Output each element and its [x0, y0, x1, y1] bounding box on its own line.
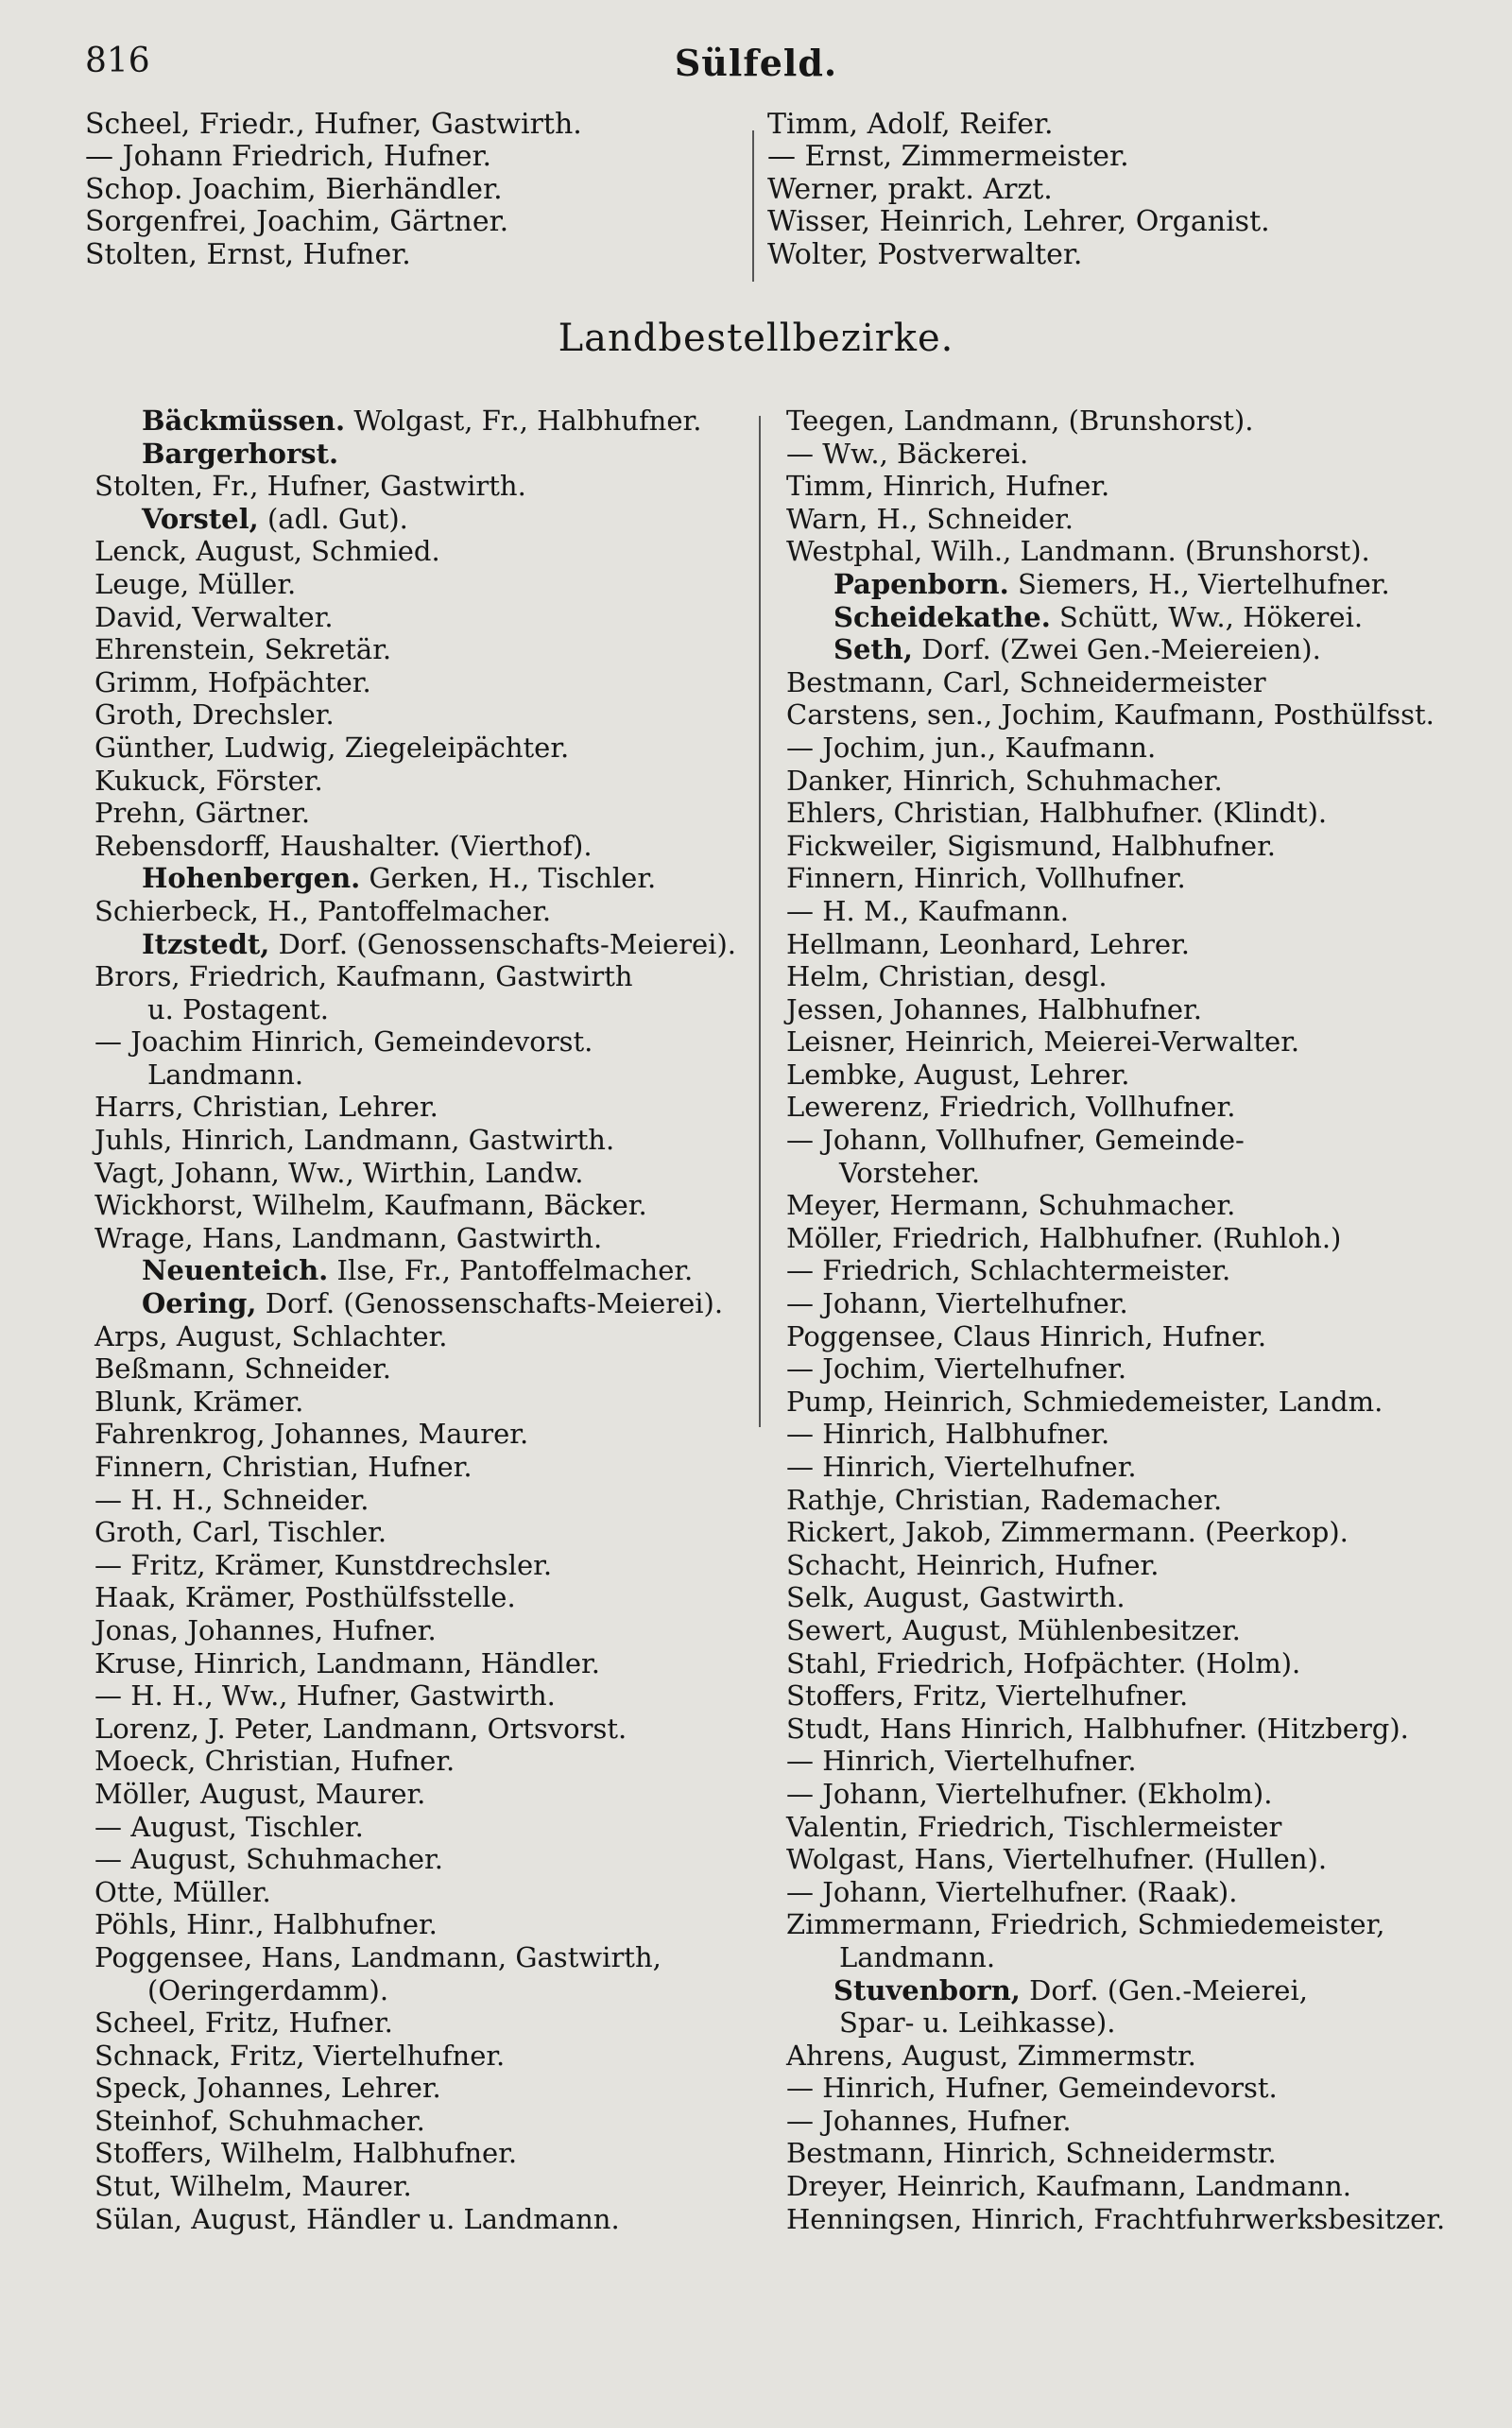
entry-text: Wickhorst, Wilhelm, Kaufmann, Bäcker.	[94, 1189, 647, 1222]
entry-text: — Hinrich, Viertelhufner.	[786, 1745, 1137, 1778]
directory-entry	[786, 960, 1476, 993]
directory-entry	[94, 1386, 756, 1419]
directory-entry	[786, 1320, 1476, 1353]
directory-entry	[94, 1091, 756, 1124]
place-name: Vorstel,	[142, 502, 259, 535]
directory-entry	[786, 1222, 1476, 1255]
directory-entry	[786, 895, 1476, 928]
directory-entry	[786, 470, 1476, 503]
directory-entry	[786, 698, 1476, 732]
entry-text: Spar- u. Leihkasse).	[839, 2006, 1116, 2040]
place-entry	[786, 1974, 1476, 2007]
entry-text: Meyer, Hermann, Schuhmacher.	[786, 1189, 1236, 1222]
entry-text: (adl. Gut).	[266, 502, 408, 535]
directory-entry	[786, 1679, 1476, 1713]
entry-text: Hellmann, Leonhard, Lehrer.	[786, 927, 1190, 960]
entry-text: — Johannes, Hufner.	[786, 2104, 1072, 2137]
entry-text: Vorsteher.	[839, 1156, 981, 1189]
entry-text: Landmann.	[147, 1058, 304, 1091]
entry-text: — Johann, Vollhufner, Gemeinde-	[786, 1124, 1245, 1157]
place-entry	[786, 568, 1476, 601]
place-name: Papenborn.	[833, 567, 1009, 600]
directory-entry	[786, 1549, 1476, 1582]
entry-text: Dorf. (Genossenschafts-Meierei).	[278, 927, 736, 960]
directory-entry	[94, 1418, 756, 1451]
entry-text: — Hinrich, Halbhufner.	[786, 1418, 1110, 1451]
entry-text: Werner, prakt. Arzt.	[767, 172, 1053, 206]
running-title: Sülfeld.	[674, 42, 838, 84]
directory-entry	[786, 2105, 1476, 2138]
entry-text: Fahrenkrog, Johannes, Maurer.	[94, 1418, 529, 1451]
directory-entry	[767, 239, 1429, 271]
directory-entry	[786, 765, 1476, 798]
entry-text: — August, Schuhmacher.	[94, 1843, 443, 1876]
directory-entry	[94, 2170, 756, 2203]
directory-entry	[94, 1876, 756, 1909]
directory-entry	[94, 1189, 756, 1222]
place-entry	[94, 928, 756, 961]
directory-entry	[94, 1614, 756, 1647]
entry-text: — Joachim Hinrich, Gemeindevorst.	[94, 1025, 593, 1059]
page-header	[0, 42, 1512, 89]
entry-text: Schacht, Heinrich, Hufner.	[786, 1548, 1160, 1581]
entry-text: Lorenz, J. Peter, Landmann, Ortsvorst.	[94, 1712, 627, 1745]
entry-text: Gerken, H., Tischler.	[369, 862, 657, 895]
entry-text: — Jochim, Viertelhufner.	[786, 1352, 1127, 1386]
entry-text: Günther, Ludwig, Ziegeleipächter.	[94, 731, 570, 764]
entry-text: — H. H., Schneider.	[94, 1483, 369, 1516]
entry-text: Kruse, Hinrich, Landmann, Händler.	[94, 1646, 600, 1679]
directory-entry	[786, 1352, 1476, 1386]
entry-text: Warn, H., Schneider.	[786, 502, 1074, 535]
entry-text: Westphal, Wilh., Landmann. (Brunshorst).	[786, 535, 1370, 568]
directory-entry	[786, 438, 1476, 471]
entry-text: — H. M., Kaufmann.	[786, 894, 1070, 927]
entry-text: Blunk, Krämer.	[94, 1385, 304, 1418]
directory-entry	[94, 830, 756, 863]
entry-text: Finnern, Hinrich, Vollhufner.	[786, 862, 1186, 895]
directory-entry	[786, 1941, 1476, 1974]
directory-entry	[786, 1647, 1476, 1680]
directory-entry	[94, 601, 756, 634]
directory-entry	[786, 1745, 1476, 1778]
entry-text: Scheel, Fritz, Hufner.	[94, 2006, 393, 2040]
directory-entry	[94, 1713, 756, 1746]
entry-text: Timm, Hinrich, Hufner.	[786, 470, 1110, 503]
entry-text: Henningsen, Hinrich, Frachtfuhrwerksbesitzer.	[786, 2202, 1446, 2235]
entry-text: — August, Tischler.	[94, 1810, 364, 1843]
directory-entry	[94, 1549, 756, 1582]
entry-text: Zimmermann, Friedrich, Schmiedemeister,	[786, 1908, 1385, 1941]
entry-text: Stolten, Fr., Hufner, Gastwirth.	[94, 470, 526, 503]
directory-entry	[786, 535, 1476, 568]
entry-text: Bestmann, Hinrich, Schneidermstr.	[786, 2137, 1277, 2170]
entry-text: Danker, Hinrich, Schuhmacher.	[786, 764, 1223, 797]
entry-text: Schop. Joachim, Bierhändler.	[85, 172, 503, 206]
entry-text: Timm, Adolf, Reifer.	[767, 108, 1054, 141]
page-number: 816	[85, 42, 150, 80]
entry-text: Möller, August, Maurer.	[94, 1777, 426, 1810]
directory-entry	[786, 1124, 1476, 1157]
directory-entry	[767, 206, 1429, 238]
entry-text: — Fritz, Krämer, Kunstdrechsler.	[94, 1548, 553, 1581]
main-right-column	[786, 405, 1476, 2235]
entry-text: — Johann, Viertelhufner.	[786, 1287, 1128, 1320]
directory-entry	[94, 698, 756, 732]
top-left-column	[85, 109, 747, 271]
entry-text: Groth, Carl, Tischler.	[94, 1516, 387, 1549]
directory-entry	[786, 2040, 1476, 2073]
entry-text: Helm, Christian, desgl.	[786, 960, 1108, 993]
entry-text: u. Postagent.	[147, 992, 330, 1025]
place-entry	[94, 438, 756, 471]
entry-text: Groth, Drechsler.	[94, 698, 335, 732]
entry-text: Stolten, Ernst, Hufner.	[85, 237, 411, 271]
entry-text: Lenck, August, Schmied.	[94, 535, 440, 568]
entry-text: Ehlers, Christian, Halbhufner. (Klindt).	[786, 797, 1328, 830]
entry-text: Jessen, Johannes, Halbhufner.	[786, 992, 1202, 1025]
entry-text: Pöhls, Hinr., Halbhufner.	[94, 1908, 438, 1941]
main-left-column	[94, 405, 756, 2235]
entry-text: Carstens, sen., Jochim, Kaufmann, Posthülfsst.	[786, 698, 1435, 732]
directory-entry	[786, 1386, 1476, 1419]
column-divider	[759, 416, 761, 1427]
entry-text: — Hinrich, Viertelhufner.	[786, 1451, 1137, 1483]
entry-text: Rickert, Jakob, Zimmermann. (Peerkop).	[786, 1516, 1349, 1549]
entry-text: Juhls, Hinrich, Landmann, Gastwirth.	[94, 1124, 615, 1157]
directory-entry	[786, 797, 1476, 830]
place-name: Seth,	[833, 633, 913, 666]
place-entry	[94, 1254, 756, 1287]
directory-entry	[94, 2137, 756, 2170]
entry-text: Leuge, Müller.	[94, 567, 297, 600]
directory-entry	[786, 1581, 1476, 1614]
directory-entry	[94, 993, 756, 1026]
directory-entry	[786, 666, 1476, 699]
directory-entry	[94, 633, 756, 666]
directory-entry	[786, 1157, 1476, 1190]
entry-text: Dreyer, Heinrich, Kaufmann, Landmann.	[786, 2170, 1351, 2203]
directory-entry	[94, 1811, 756, 1844]
place-entry	[94, 862, 756, 895]
directory-entry	[786, 1287, 1476, 1320]
entry-text: Vagt, Johann, Ww., Wirthin, Landw.	[94, 1156, 584, 1189]
entry-text: Pump, Heinrich, Schmiedemeister, Landm.	[786, 1385, 1383, 1418]
directory-entry	[94, 1974, 756, 2007]
entry-text: — Jochim, jun., Kaufmann.	[786, 731, 1157, 764]
entry-text: Teegen, Landmann, (Brunshorst).	[786, 405, 1254, 437]
entry-text: — Johann Friedrich, Hufner.	[85, 140, 492, 174]
directory-entry	[94, 1908, 756, 1941]
entry-text: — Hinrich, Hufner, Gemeindevorst.	[786, 2072, 1278, 2105]
entry-text: Wrage, Hans, Landmann, Gastwirth.	[94, 1221, 603, 1254]
entry-text: Landmann.	[839, 1940, 996, 1973]
directory-entry	[94, 1484, 756, 1517]
entry-text: Arps, August, Schlachter.	[94, 1319, 448, 1352]
directory-entry	[94, 535, 756, 568]
entry-text: — H. H., Ww., Hufner, Gastwirth.	[94, 1679, 556, 1713]
entry-text: Stut, Wilhelm, Maurer.	[94, 2170, 412, 2203]
entry-text: Leisner, Heinrich, Meierei-Verwalter.	[786, 1025, 1300, 1059]
entry-text: Wisser, Heinrich, Lehrer, Organist.	[767, 205, 1270, 239]
place-entry	[94, 503, 756, 536]
directory-entry	[786, 1189, 1476, 1222]
directory-entry	[94, 2203, 756, 2236]
entry-text: Wolter, Postverwalter.	[767, 237, 1083, 271]
directory-entry	[786, 1059, 1476, 1092]
entry-text: David, Verwalter.	[94, 600, 334, 633]
entry-text: — Friedrich, Schlachtermeister.	[786, 1254, 1231, 1287]
directory-entry	[94, 1778, 756, 1811]
entry-text: Rebensdorff, Haushalter. (Vierthof).	[94, 829, 593, 862]
entry-text: — Johann, Viertelhufner. (Raak).	[786, 1875, 1238, 1908]
directory-entry	[786, 2170, 1476, 2203]
directory-entry	[85, 109, 747, 141]
directory-entry	[786, 1778, 1476, 1811]
entry-text: Brors, Friedrich, Kaufmann, Gastwirth	[94, 960, 633, 993]
directory-entry	[786, 1713, 1476, 1746]
entry-text: Selk, August, Gastwirth.	[786, 1581, 1125, 1614]
directory-entry	[786, 1614, 1476, 1647]
directory-entry	[767, 141, 1429, 173]
directory-entry	[786, 2072, 1476, 2105]
entry-text: Dorf. (Zwei Gen.-Meiereien).	[921, 633, 1321, 666]
directory-entry	[786, 1091, 1476, 1124]
directory-entry	[94, 1059, 756, 1092]
entry-text: Lewerenz, Friedrich, Vollhufner.	[786, 1091, 1236, 1124]
entry-text: Bestmann, Carl, Schneidermeister	[786, 665, 1266, 698]
place-name: Bargerhorst.	[142, 437, 339, 470]
entry-text: Ilse, Fr., Pantoffelmacher.	[336, 1254, 694, 1287]
place-name: Itzstedt,	[142, 927, 270, 960]
entry-text: Schütt, Ww., Hökerei.	[1059, 600, 1364, 633]
directory-entry	[94, 1581, 756, 1614]
section-heading: Landbestellbezirke.	[558, 317, 954, 360]
entry-text: Prehn, Gärtner.	[94, 797, 311, 830]
place-name: Scheidekathe.	[833, 600, 1051, 633]
entry-text: Fickweiler, Sigismund, Halbhufner.	[786, 829, 1276, 862]
entry-text: Speck, Johannes, Lehrer.	[94, 2072, 441, 2105]
directory-entry	[94, 1451, 756, 1484]
place-name: Neuenteich.	[142, 1254, 329, 1287]
entry-text: Harrs, Christian, Lehrer.	[94, 1091, 438, 1124]
entry-text: Ehrenstein, Sekretär.	[94, 633, 392, 666]
entry-text: Möller, Friedrich, Halbhufner. (Ruhloh.)	[786, 1221, 1342, 1254]
place-name: Stuvenborn,	[833, 1973, 1021, 2006]
directory-entry	[94, 1157, 756, 1190]
directory-entry	[786, 1418, 1476, 1451]
directory-entry	[786, 1025, 1476, 1059]
place-entry	[94, 405, 756, 438]
entry-text: Schnack, Fritz, Viertelhufner.	[94, 2039, 506, 2072]
directory-entry	[85, 239, 747, 271]
directory-entry	[786, 732, 1476, 765]
directory-entry	[94, 1222, 756, 1255]
entry-text: Sorgenfrei, Joachim, Gärtner.	[85, 205, 509, 239]
directory-entry	[786, 830, 1476, 863]
entry-text: Dorf. (Genossenschafts-Meierei).	[265, 1287, 724, 1320]
directory-entry	[786, 2137, 1476, 2170]
entry-text: Sülan, August, Händler u. Landmann.	[94, 2202, 620, 2235]
directory-entry	[94, 1320, 756, 1353]
entry-text: Poggensee, Claus Hinrich, Hufner.	[786, 1319, 1267, 1352]
directory-entry	[767, 174, 1429, 206]
directory-entry	[94, 1025, 756, 1059]
directory-entry	[94, 666, 756, 699]
entry-text: Rathje, Christian, Rademacher.	[786, 1483, 1223, 1516]
directory-entry	[786, 928, 1476, 961]
entry-text: Stoffers, Wilhelm, Halbhufner.	[94, 2137, 518, 2170]
entry-text: Sewert, August, Mühlenbesitzer.	[786, 1613, 1241, 1646]
place-entry	[786, 601, 1476, 634]
directory-entry	[786, 1843, 1476, 1876]
entry-text: Stoffers, Fritz, Viertelhufner.	[786, 1679, 1189, 1713]
directory-entry	[94, 1352, 756, 1386]
entry-text: — Ernst, Zimmermeister.	[767, 140, 1129, 174]
directory-entry	[786, 1484, 1476, 1517]
entry-text: Poggensee, Hans, Landmann, Gastwirth,	[94, 1940, 662, 1973]
column-divider	[752, 130, 754, 282]
directory-entry	[94, 732, 756, 765]
directory-entry	[85, 206, 747, 238]
entry-text: Otte, Müller.	[94, 1875, 271, 1908]
entry-text: Studt, Hans Hinrich, Halbhufner. (Hitzberg).	[786, 1712, 1409, 1745]
directory-entry	[94, 568, 756, 601]
directory-entry	[94, 2072, 756, 2105]
entry-text: Finnern, Christian, Hufner.	[94, 1451, 472, 1483]
place-name: Hohenbergen.	[142, 862, 361, 895]
directory-entry	[94, 2040, 756, 2073]
entry-text: — Ww., Bäckerei.	[786, 437, 1029, 470]
directory-entry	[94, 1679, 756, 1713]
directory-entry	[94, 895, 756, 928]
directory-entry	[94, 1745, 756, 1778]
directory-entry	[94, 1941, 756, 1974]
place-name: Bäckmüssen.	[142, 405, 346, 437]
directory-entry	[786, 503, 1476, 536]
directory-entry	[94, 960, 756, 993]
entry-text: Lembke, August, Lehrer.	[786, 1058, 1130, 1091]
entry-text: Haak, Krämer, Posthülfsstelle.	[94, 1581, 516, 1614]
directory-entry	[786, 862, 1476, 895]
entry-text: Valentin, Friedrich, Tischlermeister	[786, 1810, 1282, 1843]
directory-entry	[767, 109, 1429, 141]
entry-text: Jonas, Johannes, Hufner.	[94, 1613, 437, 1646]
directory-entry	[94, 1843, 756, 1876]
directory-entry	[786, 1811, 1476, 1844]
entry-text: Grimm, Hofpächter.	[94, 665, 371, 698]
entry-text: Ahrens, August, Zimmermstr.	[786, 2039, 1196, 2072]
directory-entry	[85, 174, 747, 206]
directory-entry	[94, 797, 756, 830]
directory-entry	[94, 1647, 756, 1680]
directory-entry	[94, 2006, 756, 2040]
place-entry	[94, 1287, 756, 1320]
directory-entry	[94, 1124, 756, 1157]
directory-entry	[786, 405, 1476, 438]
entry-text: (Oeringerdamm).	[147, 1973, 389, 2006]
top-right-column	[767, 109, 1429, 271]
directory-entry	[786, 993, 1476, 1026]
entry-text: Beßmann, Schneider.	[94, 1352, 391, 1386]
directory-entry	[786, 1908, 1476, 1941]
directory-entry	[786, 2203, 1476, 2236]
directory-entry	[786, 2006, 1476, 2040]
directory-entry	[94, 470, 756, 503]
entry-text: Siemers, H., Viertelhufner.	[1017, 567, 1390, 600]
directory-entry	[786, 1516, 1476, 1549]
entry-text: Scheel, Friedr., Hufner, Gastwirth.	[85, 108, 582, 141]
directory-entry	[786, 1254, 1476, 1287]
directory-entry	[94, 2105, 756, 2138]
entry-text: Kukuck, Förster.	[94, 764, 323, 797]
directory-entry	[94, 765, 756, 798]
place-entry	[786, 633, 1476, 666]
directory-entry	[786, 1451, 1476, 1484]
directory-entry	[94, 1516, 756, 1549]
entry-text: Moeck, Christian, Hufner.	[94, 1745, 455, 1778]
place-name: Oering,	[142, 1287, 257, 1320]
entry-text: — Johann, Viertelhufner. (Ekholm).	[786, 1777, 1273, 1810]
entry-text: Wolgast, Fr., Halbhufner.	[353, 405, 702, 437]
entry-text: Wolgast, Hans, Viertelhufner. (Hullen).	[786, 1843, 1328, 1876]
directory-entry	[786, 1876, 1476, 1909]
directory-entry	[85, 141, 747, 173]
entry-text: Stahl, Friedrich, Hofpächter. (Holm).	[786, 1646, 1301, 1679]
entry-text: Steinhof, Schuhmacher.	[94, 2104, 425, 2137]
entry-text: Dorf. (Gen.-Meierei,	[1029, 1973, 1308, 2006]
entry-text: Schierbeck, H., Pantoffelmacher.	[94, 894, 552, 927]
